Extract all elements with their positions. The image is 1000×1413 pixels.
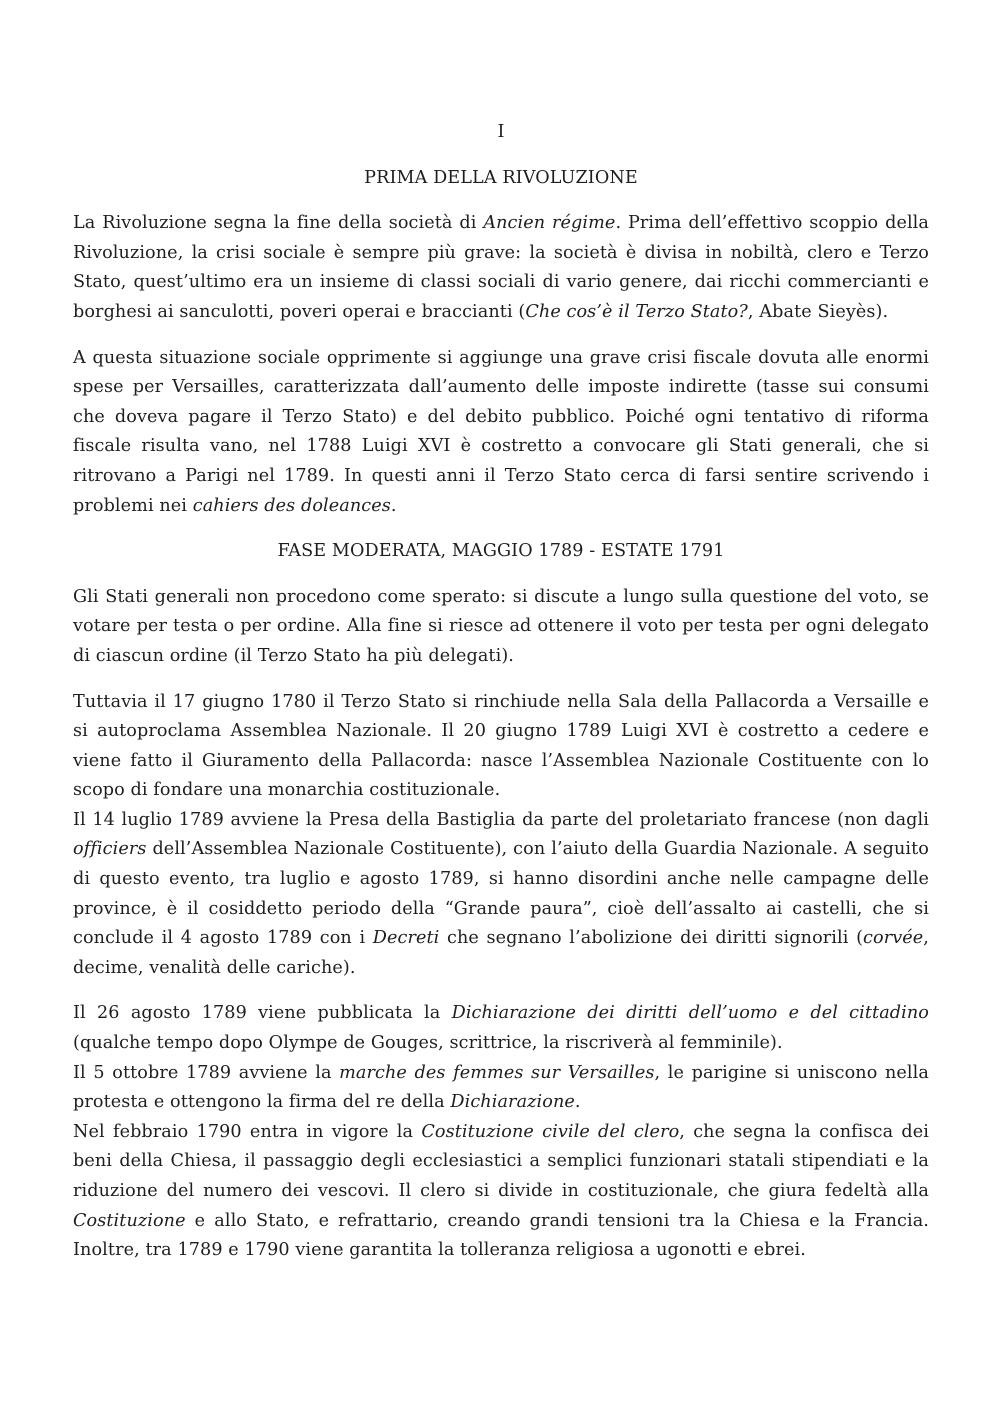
italic-officiers: officiers — [73, 839, 147, 860]
italic-dichiarazione: Dichiarazione — [450, 1092, 575, 1113]
italic-dichiarazione-diritti: Dichiarazione dei diritti dell’uomo e del cittadino — [451, 1003, 930, 1024]
paragraph-pallacorda: Tuttavia il 17 giugno 1780 il Terzo Stato si rinchiude nella Sala della Pallacorda a Versaille e si autoproclama Assemblea Nazionale. Il 20 giugno 1789 Luigi XVI è costretto a cedere e viene fatto il Giuramento della Pallacorda: nasce l’Assemblea Nazionale Costituente con lo scopo di fondare una monarchia costituzionale. — [73, 691, 929, 801]
italic-terzo-stato-title: Che cos’è il Terzo Stato? — [525, 301, 748, 322]
section-heading-prima-della-rivoluzione: PRIMA DELLA RIVOLUZIONE — [364, 167, 638, 188]
paragraph-bastiglia: Il 14 luglio 1789 avviene la Presa della Bastiglia da parte del proletariato francese (non dagli officiers dell’Assemblea Nazionale Costituente), con l’aiuto della Guardia Nazionale. A seguito di questo evento, tra luglio e agosto 1789, si hanno disordini anche nelle campagne delle province, è il cosiddetto periodo della “Grande paura”, cioè dell’assalto ai castelli, che si conclude il 4 agosto 1789 con i Decreti che segnano l’abolizione dei diritti signorili (corvée, decime, venalità delle cariche). — [73, 809, 929, 978]
italic-corvee: corvée — [863, 928, 924, 949]
paragraph-stati-generali: Gli Stati generali non procedono come sperato: si discute a lungo sulla questione del voto, se votare per testa o per ordine. Alla fine si riesce ad ottenere il voto per testa per ogni delegato di ciascun ordine (il Terzo Stato ha più delegati). — [73, 586, 929, 666]
italic-ancien-regime: Ancien régime — [483, 213, 616, 234]
paragraph-ancien-regime: La Rivoluzione segna la fine della società di Ancien régime. Prima dell’effettivo scoppio della Rivoluzione, la crisi sociale è sempre più grave: la società è divisa in nobiltà, clero e Terzo Stato, quest’ultimo era un insieme di classi sociali di vario genere, dai ricchi commercianti e borghesi ai sanculotti, poveri operai e braccianti (Che cos’è il Terzo Stato?, Abate Sieyès). — [73, 213, 929, 322]
paragraph-costituzione-civile: Nel febbraio 1790 entra in vigore la Costituzione civile del clero, che segna la confisca dei beni della Chiesa, il passaggio degli ecclesiastici a semplici funzionari statali stipendiati e la riduzione del numero dei vescovi. Il clero si divide in costituzionale, che giura fedeltà alla Costituzione e allo Stato, e refrattario, creando grandi tensioni tra la Chiesa e la Francia. Inoltre, tra 1789 e 1790 viene garantita la tolleranza religiosa a ugonotti e ebrei. — [73, 1121, 929, 1261]
chapter-number: I — [497, 122, 505, 142]
section-heading-fase-moderata: FASE MODERATA, MAGGIO 1789 - ESTATE 1791 — [277, 541, 725, 562]
paragraph-crisi-fiscale: A questa situazione sociale opprimente si aggiunge una grave crisi fiscale dovuta alle enormi spese per Versailles, caratterizzata dall’aumento delle imposte indirette (tasse sui consumi che doveva pagare il Terzo Stato) e del debito pubblico. Poiché ogni tentativo di riforma fiscale risulta vano, nel 1788 Luigi XVI è costretto a convocare gli Stati generali, che si ritrovano a Parigi nel 1789. In questi anni il Terzo Stato cerca di farsi sentire scrivendo i problemi nei cahiers des doleances. — [73, 347, 929, 516]
italic-costituzione-civile: Costituzione civile del clero — [421, 1121, 680, 1142]
document-page — [73, 118, 929, 1266]
italic-cahiers: cahiers des doleances — [192, 495, 391, 516]
paragraph-marche-des-femmes: Il 5 ottobre 1789 avviene la marche des femmes sur Versailles, le parigine si uniscono nella protesta e ottengono la firma del re della Dichiarazione. — [73, 1062, 929, 1113]
paragraph-dichiarazione: Il 26 agosto 1789 viene pubblicata la Dichiarazione dei diritti dell’uomo e del cittadino (qualche tempo dopo Olympe de Gouges, scrittrice, la riscriverà al femminile). — [73, 1003, 930, 1054]
italic-costituzione: Costituzione — [73, 1210, 186, 1231]
italic-decreti: Decreti — [372, 928, 440, 949]
italic-marche-des-femmes: marche des femmes sur Versailles — [339, 1062, 655, 1083]
